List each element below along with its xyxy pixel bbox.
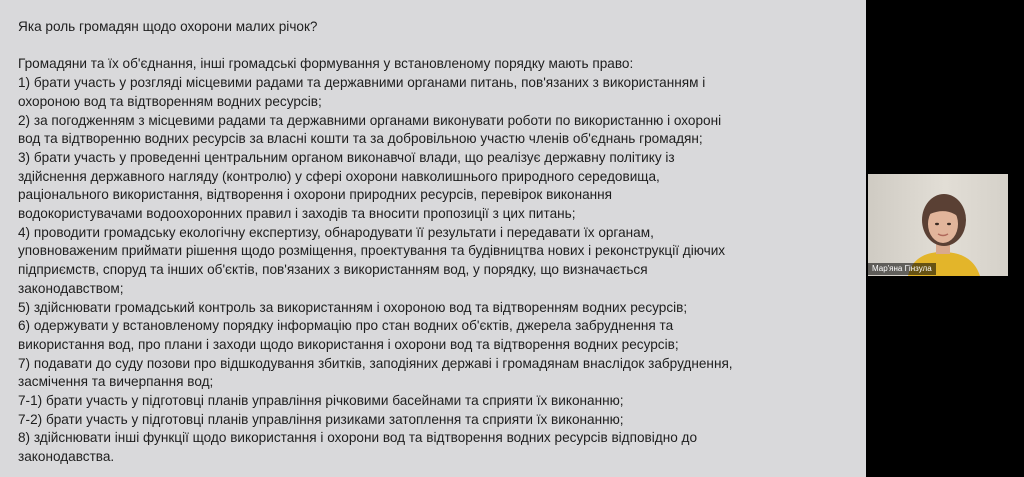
participant-video-tile[interactable] (868, 174, 1008, 276)
slide-line: використання вод, про плани і заходи щодо використання і охорони вод та відтворення водних ресурсів; (18, 336, 679, 352)
slide-line: 4) проводити громадську екологічну експертизу, обнародувати її результати і передавати їх органам, (18, 224, 654, 240)
slide-line: раціонального використання, відтворення і охорони природних ресурсів, перевірок виконання (18, 187, 613, 203)
slide-line: вод та відтворенню водних ресурсів за власні кошти та за добровільною участю членів об'єднань громадян; (18, 131, 703, 147)
slide-line: 1) брати участь у розгляді місцевими радами та державними органами питань, пов'язаних з використанням і (18, 75, 706, 91)
slide-line: здійснення державного нагляду (контролю) у сфері охорони навколишнього природного середовища, (18, 168, 660, 184)
participant-name-label: Мар'яна Гінзула (868, 263, 936, 275)
slide-line: 6) одержувати у встановленому порядку інформацію про стан водних об'єктів, джерела забруднення та (18, 318, 674, 334)
slide-line: законодавством; (18, 280, 124, 296)
slide-line: законодавства. (18, 449, 115, 465)
slide-line: 7) подавати до суду позови про відшкодування збитків, заподіяних державі і громадянам внаслідок забруднення, (18, 355, 733, 371)
paragraph-gap (18, 37, 858, 56)
slide-line: 5) здійснювати громадський контроль за використанням і охороною вод та відтворенням водних ресурсів; (18, 299, 688, 315)
slide-line: водокористувачами водоохоронних правил і заходів та вносити пропозиції з цих питань; (18, 206, 576, 222)
slide-line: охороною вод та відтворенням водних ресурсів; (18, 93, 322, 109)
slide-line: 7-1) брати участь у підготовці планів управління річковими басейнами та сприяти їх виконанню; (18, 393, 624, 409)
slide-line: засмічення та вичерпання вод; (18, 374, 214, 390)
slide-line: уповноваженим приймати рішення щодо розміщення, проектування та будівництва нових і реконструкції діючих (18, 243, 726, 259)
slide-line: Громадяни та їх об'єднання, інші громадські формування у встановленому порядку мають право: (18, 56, 634, 72)
slide-question: Яка роль громадян щодо охорони малих річок? (18, 19, 318, 34)
slide-line: 2) за погодженням з місцевими радами та державними органами виконувати роботи по використанню і охороні (18, 112, 722, 128)
slide-text (18, 18, 858, 467)
slide-line: 3) брати участь у проведенні центральним органом виконавчої влади, що реалізує державну політику із (18, 149, 675, 165)
participant-avatar (868, 174, 1008, 276)
slide-line: підприємств, споруд та інших об'єктів, пов'язаних з використанням вод, у порядку, що визначається (18, 262, 648, 278)
slide-line: 7-2) брати участь у підготовці планів управління ризиками затоплення та сприяти їх виконанню; (18, 411, 624, 427)
slide-line: 8) здійснювати інші функції щодо використання і охорони вод та відтворення водних ресурсів відповідно до (18, 430, 698, 446)
